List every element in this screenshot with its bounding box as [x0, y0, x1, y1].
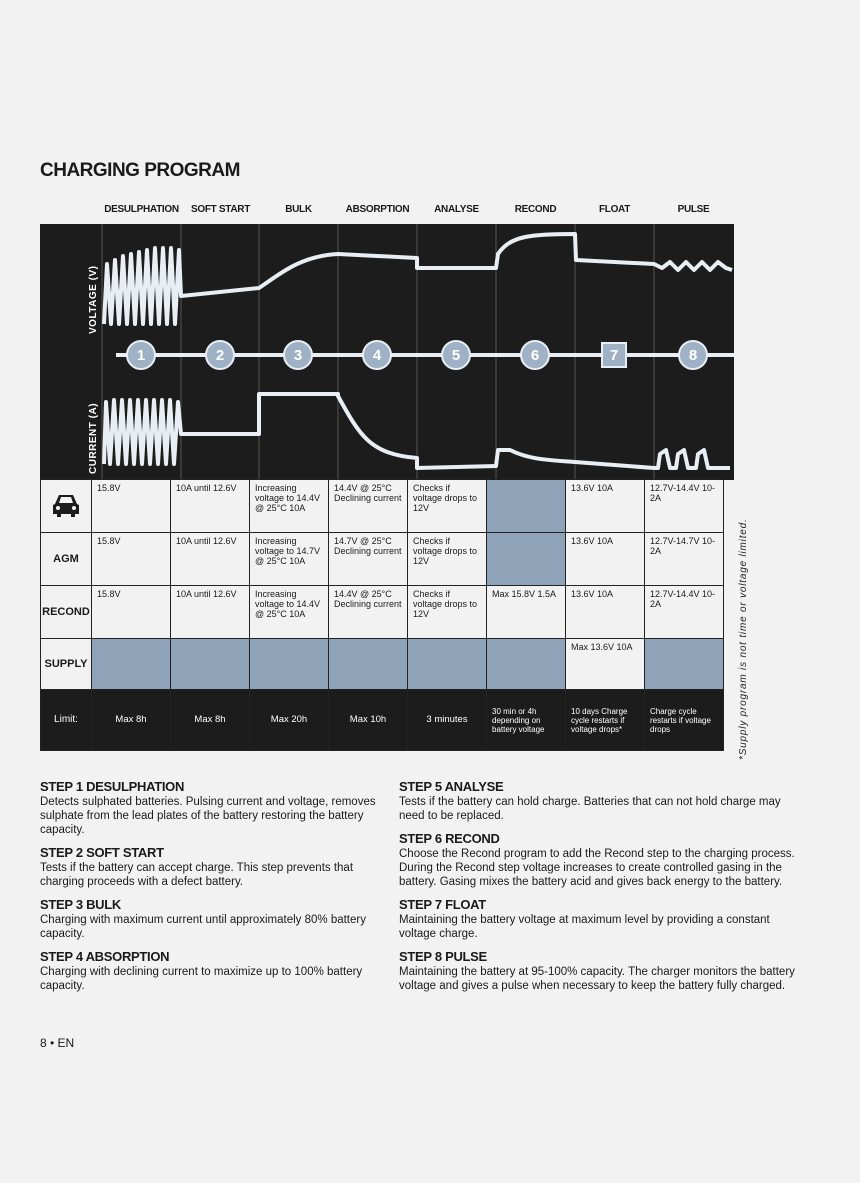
- step-marker-3: [284, 341, 312, 369]
- steps-right-column: [399, 780, 805, 1002]
- table-cell: 13.6V 10A: [566, 480, 645, 533]
- table-cell: Checks if voltage drops to 12V: [408, 533, 487, 586]
- table-cell: 10 days Charge cycle restarts if voltage drops*: [566, 690, 645, 751]
- row-head-agm: AGM: [41, 533, 92, 586]
- table-cell: Increasing voltage to 14.4V @ 25°C 10A: [250, 480, 329, 533]
- table-cell-empty: [329, 639, 408, 690]
- table-cell-empty: [487, 639, 566, 690]
- table-cell: 13.6V 10A: [566, 533, 645, 586]
- table-cell: 15.8V: [92, 480, 171, 533]
- step-text: Charging with declining current to maximize up to 100% battery capacity.: [40, 966, 363, 992]
- stage-header-float: FLOAT: [598, 204, 631, 215]
- table-row-limit: [41, 690, 724, 751]
- car-icon: [51, 492, 81, 518]
- svg-text:6: 6: [530, 347, 540, 364]
- stage-header-pulse: PULSE: [677, 204, 710, 215]
- steps-left-column: [40, 780, 390, 1002]
- table-cell: 3 minutes: [408, 690, 487, 751]
- page-title: CHARGING PROGRAM: [40, 160, 240, 181]
- step-marker-1: [127, 341, 155, 369]
- table-cell: Max 8h: [92, 690, 171, 751]
- table-cell-empty: [171, 639, 250, 690]
- table-cell: Checks if voltage drops to 12V: [408, 586, 487, 639]
- step-text: Maintaining the battery at 95-100% capacity. The charger monitors the battery voltage and gives a pulse when necessary to keep the battery fully charged.: [399, 966, 795, 992]
- stage-header-soft-start: SOFT START: [190, 204, 251, 215]
- stage-header-desulphation: DESULPHATION: [104, 204, 179, 215]
- table-cell: Max 13.6V 10A: [566, 639, 645, 690]
- table-cell-empty: [487, 480, 566, 533]
- table-cell: 14.4V @ 25°C Declining current: [329, 586, 408, 639]
- table-cell: 10A until 12.6V: [171, 533, 250, 586]
- step-marker-2: [206, 341, 234, 369]
- voltage-axis-label: VOLTAGE (V): [88, 265, 99, 334]
- row-head-supply: SUPPLY: [41, 639, 92, 690]
- charging-table: [40, 479, 724, 751]
- page-number: 8 • EN: [40, 1036, 75, 1050]
- table-cell: 14.7V @ 25°C Declining current: [329, 533, 408, 586]
- table-cell: 12.7V-14.4V 10-2A: [645, 480, 724, 533]
- table-cell: 13.6V 10A: [566, 586, 645, 639]
- table-cell: Max 20h: [250, 690, 329, 751]
- table-cell-empty: [92, 639, 171, 690]
- table-cell: 30 min or 4h depending on battery voltage: [487, 690, 566, 751]
- step-text: Detects sulphated batteries. Pulsing current and voltage, removes sulphate from the lead plates of the battery restoring the battery capacity.: [40, 796, 376, 836]
- table-cell: Increasing voltage to 14.7V @ 25°C 10A: [250, 533, 329, 586]
- stage-header-bulk: BULK: [285, 204, 312, 215]
- table-row-agm: [41, 533, 724, 586]
- step-text: Tests if the battery can hold charge. Batteries that can not hold charge may need to be replaced.: [399, 796, 781, 822]
- table-cell: Max 10h: [329, 690, 408, 751]
- current-axis-label: CURRENT (A): [88, 402, 99, 474]
- table-cell-empty: [250, 639, 329, 690]
- charging-curve-graph: [40, 224, 734, 480]
- row-head-recond: RECOND: [41, 586, 92, 639]
- row-head-limit: Limit:: [41, 690, 92, 751]
- step-text: Tests if the battery can accept charge. This step prevents that charging proceeds with a defect battery.: [40, 862, 354, 888]
- table-cell-empty: [408, 639, 487, 690]
- svg-text:8: 8: [688, 347, 698, 364]
- supply-footnote: *Supply program is not time or voltage limited.: [738, 518, 749, 760]
- step-title: STEP 5 ANALYSE: [399, 779, 504, 794]
- step-title: STEP 2 SOFT START: [40, 845, 164, 860]
- step-title: STEP 7 FLOAT: [399, 897, 486, 912]
- table-cell-empty: [645, 639, 724, 690]
- step-marker-6: [521, 341, 549, 369]
- table-cell: Max 8h: [171, 690, 250, 751]
- step-text: Maintaining the battery voltage at maximum level by providing a constant voltage charge.: [399, 914, 770, 940]
- step-marker-7: [602, 343, 626, 367]
- table-cell: Max 15.8V 1.5A: [487, 586, 566, 639]
- table-cell: 12.7V-14.4V 10-2A: [645, 586, 724, 639]
- step-marker-8: [679, 341, 707, 369]
- svg-text:1: 1: [136, 347, 146, 364]
- row-head-car: [41, 480, 92, 533]
- step-title: STEP 3 BULK: [40, 897, 121, 912]
- step-title: STEP 8 PULSE: [399, 949, 487, 964]
- table-cell: 12.7V-14.7V 10-2A: [645, 533, 724, 586]
- step-text: Choose the Recond program to add the Recond step to the charging process. During the Recond step voltage increases to create controlled gasing in the battery. Gasing mixes the battery acid and gives back energy to the battery.: [399, 848, 795, 888]
- table-cell: Checks if voltage drops to 12V: [408, 480, 487, 533]
- table-row-car: [41, 480, 724, 533]
- step-title: STEP 4 ABSORPTION: [40, 949, 170, 964]
- table-cell: Charge cycle restarts if voltage drops: [645, 690, 724, 751]
- step-title: STEP 6 RECOND: [399, 831, 500, 846]
- step-marker-4: [363, 341, 391, 369]
- svg-text:3: 3: [293, 347, 303, 364]
- table-row-recond: [41, 586, 724, 639]
- table-cell: 15.8V: [92, 586, 171, 639]
- stage-header-analyse: ANALYSE: [434, 204, 479, 215]
- table-row-supply: [41, 639, 724, 690]
- svg-text:5: 5: [451, 347, 461, 364]
- svg-text:7: 7: [609, 347, 619, 364]
- table-cell: 15.8V: [92, 533, 171, 586]
- table-cell: 10A until 12.6V: [171, 586, 250, 639]
- table-cell: Increasing voltage to 14.4V @ 25°C 10A: [250, 586, 329, 639]
- step-title: STEP 1 DESULPHATION: [40, 779, 185, 794]
- table-cell-empty: [487, 533, 566, 586]
- table-cell: 14.4V @ 25°C Declining current: [329, 480, 408, 533]
- stage-header-absorption: ABSORPTION: [345, 204, 410, 215]
- step-marker-5: [442, 341, 470, 369]
- svg-text:4: 4: [372, 347, 382, 364]
- table-cell: 10A until 12.6V: [171, 480, 250, 533]
- stage-header-recond: RECOND: [514, 204, 557, 215]
- step-text: Charging with maximum current until approximately 80% battery capacity.: [40, 914, 366, 940]
- svg-text:2: 2: [215, 347, 225, 364]
